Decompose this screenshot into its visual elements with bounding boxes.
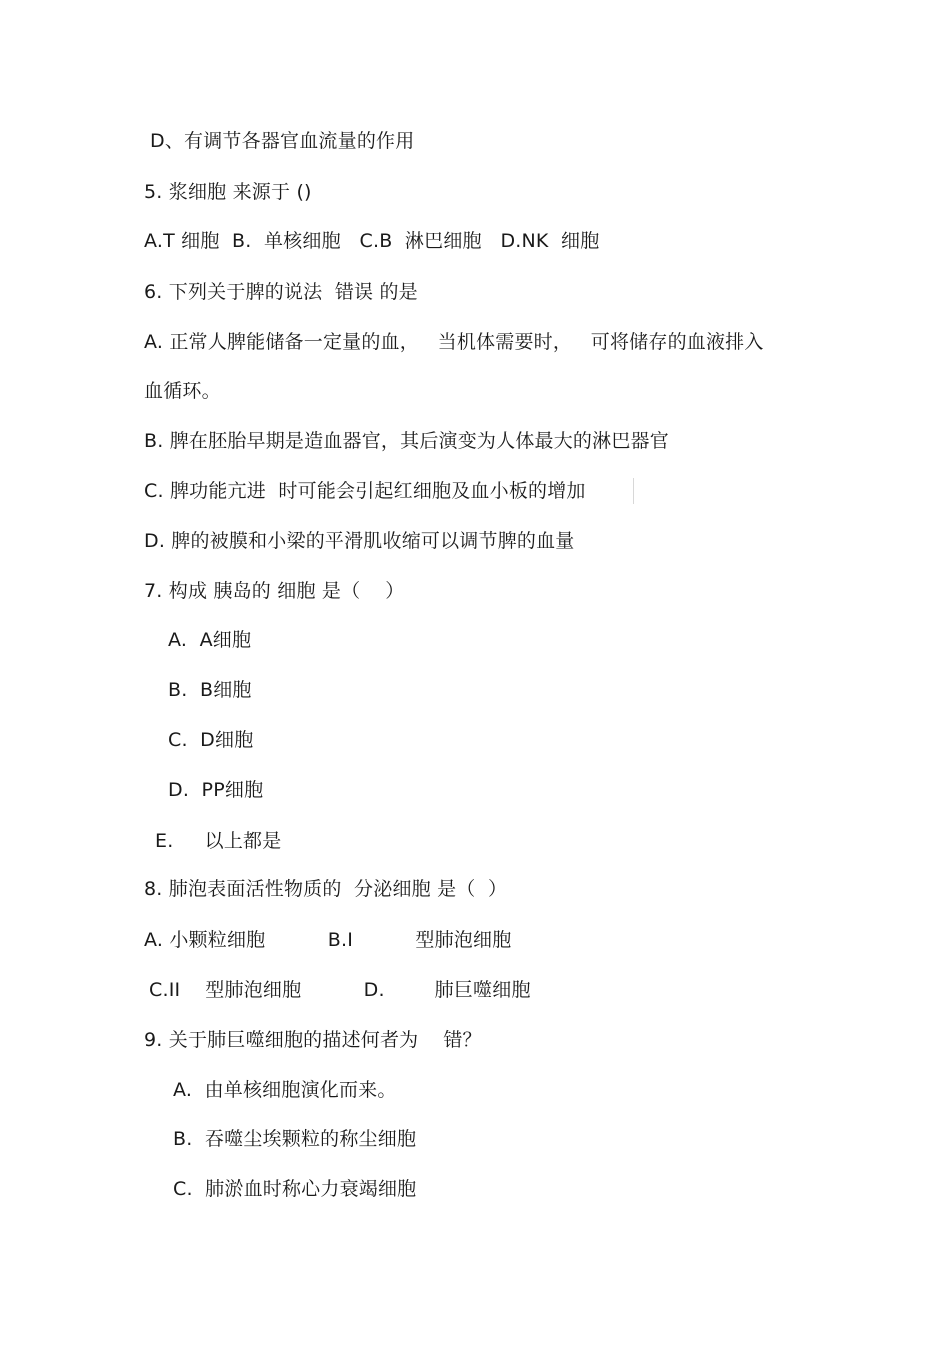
question-6: 6. 下列关于脾的说法 错误 的是: [144, 281, 418, 303]
question-9-option-b: B. 吞噬尘埃颗粒的称尘细胞: [173, 1128, 417, 1150]
question-7-option-a: A. A细胞: [168, 629, 252, 651]
question-9: 9. 关于肺巨噬细胞的描述何者为 错？: [144, 1029, 482, 1051]
question-7: 7. 构成 胰岛的 细胞 是（ ）: [144, 580, 405, 602]
question-5-options: A.T 细胞 B. 单核细胞 C.B 淋巴细胞 D.NK 细胞: [144, 230, 600, 252]
question-7-option-c: C. D细胞: [168, 729, 254, 751]
question-6-option-c: C. 脾功能亢进 时可能会引起红细胞及血小板的增加: [144, 480, 586, 502]
question-8-options-cd: C.II 型肺泡细胞 D. 肺巨噬细胞: [149, 979, 531, 1001]
question-8: 8. 肺泡表面活性物质的 分泌细胞 是（ ）: [144, 878, 508, 900]
vertical-divider: [633, 478, 634, 504]
question-6-option-b: B. 脾在胚胎早期是造血器官，其后演变为人体最大的淋巴器官: [144, 430, 669, 452]
question-5: 5. 浆细胞 来源于 (): [144, 181, 312, 203]
question-8-options-ab: A. 小颗粒细胞 B.I 型肺泡细胞: [144, 929, 512, 951]
option-d-line: D、有调节各器官血流量的作用: [150, 130, 415, 152]
question-6-option-d: D. 脾的被膜和小梁的平滑肌收缩可以调节脾的血量: [144, 530, 575, 552]
question-7-option-d: D. PP细胞: [168, 779, 264, 801]
question-7-option-b: B. B细胞: [168, 679, 252, 701]
question-6-option-a: A. 正常人脾能储备一定量的血， 当机体需要时， 可将储存的血液排入: [144, 331, 764, 353]
question-6-option-a-cont: 血循环。: [144, 380, 221, 402]
question-7-option-e: E. 以上都是: [155, 830, 282, 852]
question-9-option-c: C. 肺淤血时称心力衰竭细胞: [173, 1178, 417, 1200]
question-9-option-a: A. 由单核细胞演化而来。: [173, 1079, 397, 1101]
